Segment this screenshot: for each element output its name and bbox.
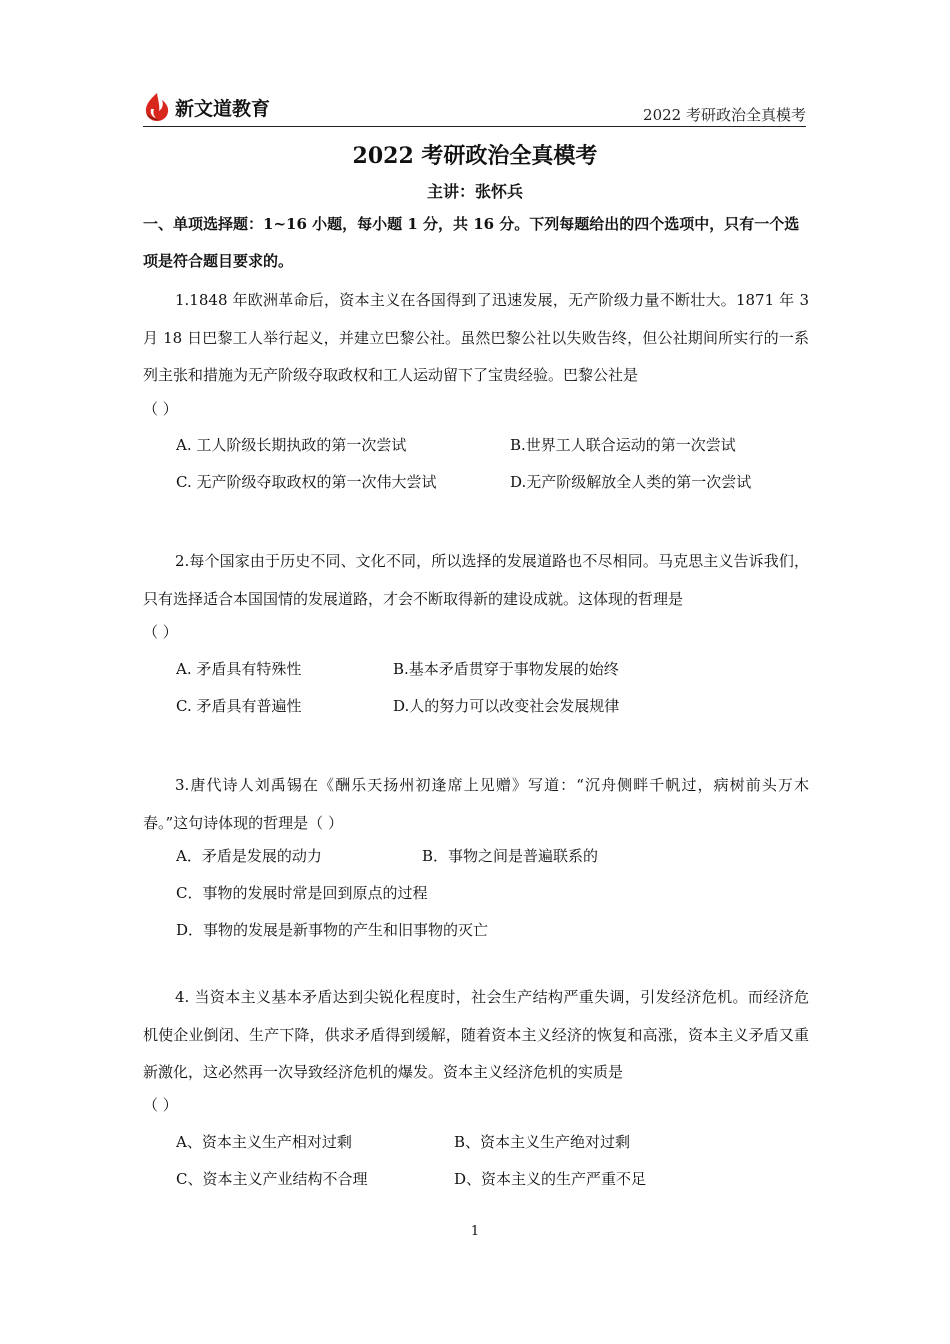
section-heading: 一、单项选择题：1~16 小题，每小题 1 分，共 16 分。下列每题给出的四个选项中，只有一个选项是符合题目要求的。 bbox=[143, 215, 800, 270]
document-title: 2022 考研政治全真模考 bbox=[352, 143, 598, 169]
question-1-option-b: B.世界工人联合运动的第一次尝试 bbox=[510, 436, 736, 454]
brand-logo bbox=[143, 90, 270, 124]
question-1-answer-paren: （ ） bbox=[143, 400, 178, 418]
question-2-stem: 2.每个国家由于历史不同、文化不同，所以选择的发展道路也不尽相同。马克思主义告诉我们，只有选择适合本国国情的发展道路，才会不断取得新的建设成就。这体现的哲理是 bbox=[143, 552, 809, 608]
question-3-option-b: B．事物之间是普遍联系的 bbox=[422, 847, 599, 865]
question-4-option-c: C、资本主义产业结构不合理 bbox=[176, 1170, 368, 1188]
question-3-option-c: C．事物的发展时常是回到原点的过程 bbox=[176, 884, 428, 902]
question-4-option-a: A、资本主义生产相对过剩 bbox=[176, 1133, 352, 1151]
logo-text: 新文道教育 bbox=[175, 97, 271, 120]
question-4-option-d: D、资本主义的生产严重不足 bbox=[454, 1170, 647, 1188]
question-2-option-c: C. 矛盾具有普遍性 bbox=[176, 697, 302, 715]
question-2-option-a: A. 矛盾具有特殊性 bbox=[176, 660, 302, 678]
question-3-stem: 3.唐代诗人刘禹锡在《酬乐天扬州初逢席上见赠》写道：“沉舟侧畔千帆过，病树前头万木春。”这句诗体现的哲理是（ ） bbox=[143, 776, 809, 832]
question-1-stem: 1.1848 年欧洲革命后，资本主义在各国得到了迅速发展，无产阶级力量不断壮大。1871 年 3 月 18 日巴黎工人举行起义，并建立巴黎公社。虽然巴黎公社以失败告终，但公社期间所实行的一系列主张和措施为无产阶级夺取政权和工人运动留下了宝贵经验。巴黎公社是 bbox=[143, 291, 809, 384]
question-2-option-d: D.人的努力可以改变社会发展规律 bbox=[393, 697, 620, 715]
question-3-option-d: D．事物的发展是新事物的产生和旧事物的灭亡 bbox=[176, 921, 489, 939]
page-header bbox=[143, 90, 806, 127]
document-subtitle: 主讲：张怀兵 bbox=[426, 182, 523, 201]
question-3-option-a: A．矛盾是发展的动力 bbox=[176, 847, 322, 865]
question-1-option-c: C. 无产阶级夺取政权的第一次伟大尝试 bbox=[176, 473, 437, 491]
question-1-option-a: A. 工人阶级长期执政的第一次尝试 bbox=[176, 436, 407, 454]
question-4-stem: 4. 当资本主义基本矛盾达到尖锐化程度时，社会生产结构严重失调，引发经济危机。而经济危机使企业倒闭、生产下降，供求矛盾得到缓解，随着资本主义经济的恢复和高涨，资本主义矛盾又重新激化，这必然再一次导致经济危机的爆发。资本主义经济危机的实质是 bbox=[143, 988, 809, 1081]
page-number: 1 bbox=[470, 1224, 480, 1239]
question-4-option-b: B、资本主义生产绝对过剩 bbox=[454, 1133, 631, 1151]
question-1-option-d: D.无产阶级解放全人类的第一次尝试 bbox=[510, 473, 752, 491]
flame-logo-icon bbox=[143, 92, 171, 122]
question-4-answer-paren: （ ） bbox=[143, 1096, 178, 1114]
running-title: 2022 考研政治全真模考 bbox=[643, 106, 806, 124]
question-2-answer-paren: （ ） bbox=[143, 623, 178, 641]
question-2-option-b: B.基本矛盾贯穿于事物发展的始终 bbox=[393, 660, 619, 678]
